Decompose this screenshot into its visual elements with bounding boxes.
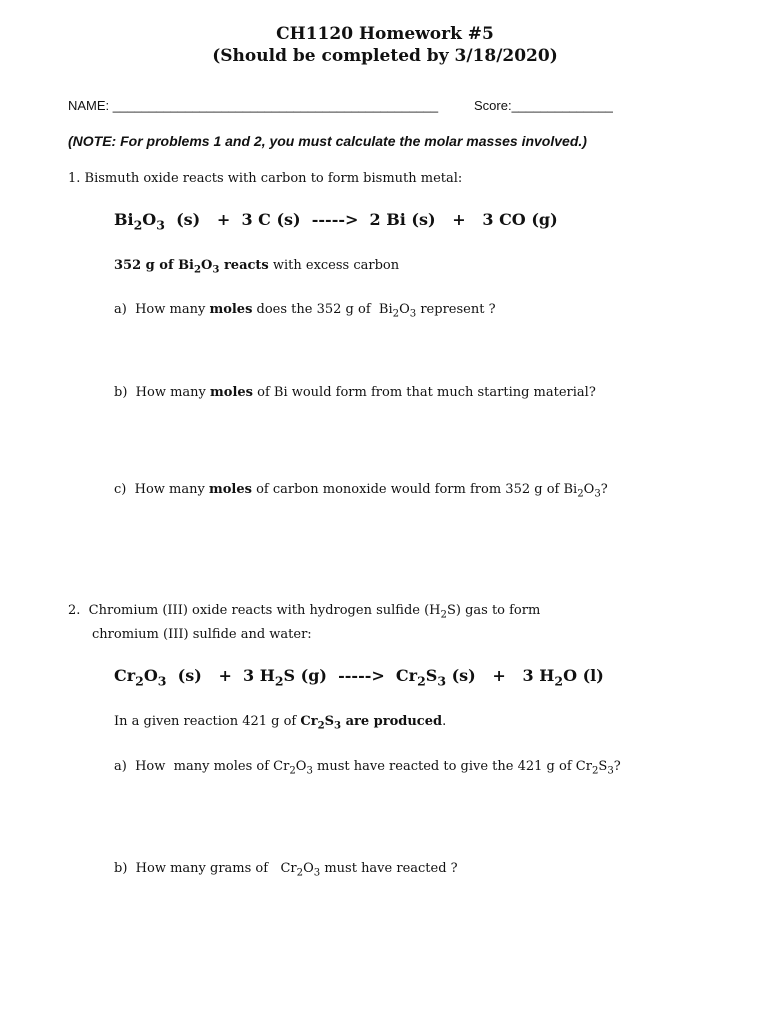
name-field (68, 98, 438, 113)
question-text: ? (600, 482, 608, 497)
subscript: 2 (440, 609, 447, 621)
problem1-equation (114, 210, 558, 233)
subscript: 2 (577, 488, 584, 500)
eq-text: (s) + 3 C (s) -----> 2 Bi (s) + 3 CO (g) (164, 210, 558, 229)
subscript: 3 (306, 765, 313, 777)
name-blank: _____________________________________________ (112, 98, 439, 113)
given-text: . (442, 714, 447, 729)
subscript: 2 (554, 673, 564, 689)
question-text: c) How many (114, 482, 209, 497)
page-subtitle: (Should be completed by 3/18/2020) (212, 46, 558, 66)
given-bold: S (324, 714, 335, 729)
problem2-intro-line2: chromium (III) sulfide and water: (92, 627, 312, 642)
question-text: O (399, 302, 410, 317)
eq-text: (s) + 3 H (446, 666, 555, 685)
question-text: O (583, 482, 595, 497)
given-text: In a given reaction 421 g of (114, 714, 301, 729)
question-bold: moles (209, 302, 253, 317)
question-text: must have reacted ? (320, 861, 458, 876)
name-label: NAME: (68, 98, 110, 113)
subscript: 2 (392, 308, 400, 320)
subscript: 2 (317, 719, 325, 732)
question-text: must have reacted to give the 421 g of Cr (312, 759, 592, 774)
problem2-equation (114, 666, 604, 689)
subscript: 2 (296, 867, 304, 879)
question-text: b) How many (114, 385, 211, 400)
problem1-given (114, 258, 400, 276)
subscript: 2 (194, 263, 202, 276)
subscript: 3 (409, 308, 417, 320)
score-field (474, 98, 613, 113)
subscript: 3 (157, 673, 167, 689)
question-text: of carbon monoxide would form from 352 g of Bi (251, 482, 578, 497)
eq-text: O (143, 666, 158, 685)
subscript: 2 (274, 673, 284, 689)
subscript: 3 (334, 719, 342, 732)
problem1-question-c (114, 482, 608, 500)
subscript: 3 (313, 867, 321, 879)
question-text: of Bi would form from that much starting material? (252, 385, 596, 400)
question-text: does the 352 g of Bi (252, 302, 393, 317)
question-text: O (303, 861, 314, 876)
eq-text: S (425, 666, 438, 685)
given-bold: 352 g of Bi (114, 258, 194, 273)
subscript: 3 (437, 673, 446, 689)
subscript: 3 (156, 217, 165, 233)
eq-text: Cr (114, 666, 136, 685)
question-text: ? (613, 759, 621, 774)
eq-text: S (g) -----> Cr (283, 666, 418, 685)
given-bold: reacts (219, 258, 269, 273)
problem2-question-a (114, 759, 621, 777)
question-text: S (598, 759, 608, 774)
intro-text: 2. Chromium (III) oxide reacts with hydrogen sulfide (H (68, 603, 441, 618)
problem1-question-b (114, 385, 596, 400)
problem2-question-b (114, 861, 458, 879)
given-bold: O (201, 258, 213, 273)
question-text: a) How many (114, 302, 210, 317)
page-title: CH1120 Homework #5 (276, 24, 494, 44)
question-text: represent ? (416, 302, 496, 317)
question-bold: moles (210, 385, 253, 400)
note-text: (NOTE: For problems 1 and 2, you must calculate the molar masses involved.) (68, 133, 587, 149)
problem2-intro (68, 603, 541, 621)
eq-text: O (142, 210, 157, 229)
question-text: O (295, 759, 307, 774)
subscript: 2 (133, 217, 143, 233)
problem1-intro: 1. Bismuth oxide reacts with carbon to form bismuth metal: (68, 171, 463, 186)
subscript: 3 (212, 263, 220, 276)
score-blank: ______________ (511, 98, 613, 113)
subscript: 2 (289, 765, 296, 777)
subscript: 2 (135, 673, 144, 689)
subscript: 2 (417, 673, 426, 689)
given-bold: are produced (341, 714, 443, 729)
problem1-question-a (114, 302, 496, 320)
score-label: Score: (474, 98, 512, 113)
question-bold: moles (208, 482, 252, 497)
question-text: a) How many moles of Cr (114, 759, 290, 774)
eq-text: O (l) (563, 666, 604, 685)
subscript: 2 (591, 765, 599, 777)
problem2-given (114, 714, 447, 732)
question-text: b) How many grams of Cr (114, 861, 297, 876)
given-bold: Cr (300, 714, 318, 729)
eq-text: Bi (114, 210, 134, 229)
subscript: 3 (607, 765, 614, 777)
intro-text: S) gas to form (446, 603, 541, 618)
eq-text: (s) + 3 H (166, 666, 275, 685)
given-text: with excess carbon (268, 258, 400, 273)
subscript: 3 (594, 488, 601, 500)
